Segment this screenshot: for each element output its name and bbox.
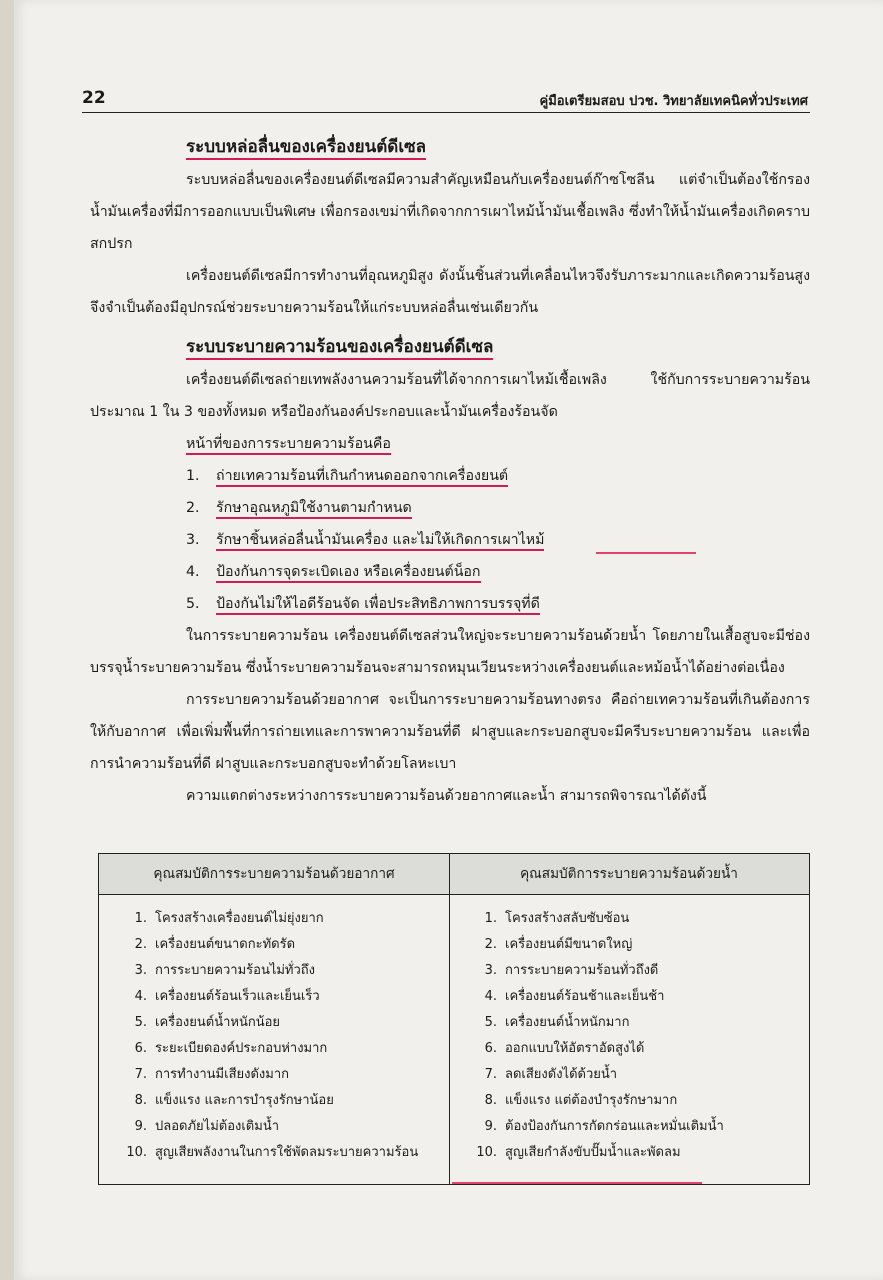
list-item: 5. ป้องกันไม่ให้ไอดีร้อนจัด เพื่อประสิทธิภาพการบรรจุที่ดี <box>186 588 810 620</box>
table-row: 7. การทำงานมีเสียงดังมาก <box>134 1067 289 1082</box>
paragraph: การระบายความร้อนด้วยอากาศ จะเป็นการระบายความร้อนทางตรง คือถ่ายเทความร้อนที่เกินต้องการให้กับอากาศ เพื่อเพิ่มพื้นที่การถ่ายเทและการพาความร้อนที่ดี ฝาสูบและกระบอกสูบจะมีครีบระบายความร้อน และเพื่อการนำความร้อนที่ดี ฝาสูบและกระบอกสูบจะทำด้วยโลหะเบา <box>90 692 810 772</box>
table-row: 6. ออกแบบให้อัตราอัดสูงได้ <box>484 1041 645 1056</box>
table-row: 8. แข็งแรง และการบำรุงรักษาน้อย <box>134 1093 334 1108</box>
paragraph: ในการระบายความร้อน เครื่องยนต์ดีเซลส่วนใหญ่จะระบายความร้อนด้วยน้ำ โดยภายในเสื้อสูบจะมีช่องบรรจุน้ำระบายความร้อน ซึ่งน้ำระบายความร้อนจะสามารถหมุนเวียนระหว่างเครื่องยนต์และหม้อน้ำได้อย่างต่อเนื่อง <box>90 628 810 676</box>
table-row: 9. ต้องป้องกันการกัดกร่อนและหมั่นเติมน้ำ <box>484 1119 724 1134</box>
table-row: 1. โครงสร้างเครื่องยนต์ไม่ยุ่งยาก <box>134 911 324 926</box>
table-header-row <box>99 854 809 895</box>
section-heading-cooling: ระบบระบายความร้อนของเครื่องยนต์ดีเซล <box>186 330 810 364</box>
list-item: 4. ป้องกันการจุดระเบิดเอง หรือเครื่องยนต์น็อก <box>186 556 810 588</box>
comparison-table <box>98 853 810 1185</box>
table-row: 10. สูญเสียกำลังขับปั๊มน้ำและพัดลม <box>476 1145 681 1160</box>
table-row: 2. เครื่องยนต์มีขนาดใหญ่ <box>484 937 633 952</box>
table-row: 3. การระบายความร้อนไม่ทั่วถึง <box>134 963 316 978</box>
list-item: 2. รักษาอุณหภูมิใช้งานตามกำหนด <box>186 492 810 524</box>
water-cooling-column <box>469 906 799 1166</box>
pen-mark <box>452 1182 702 1184</box>
list-item: 3. รักษาชิ้นหล่อลื่นน้ำมันเครื่อง และไม่ให้เกิดการเผาไหม้ <box>186 524 810 556</box>
paragraph: ความแตกต่างระหว่างการระบายความร้อนด้วยอากาศและน้ำ สามารถพิจารณาได้ดังนี้ <box>186 788 707 804</box>
page-body <box>90 130 810 812</box>
table-row: 5. เครื่องยนต์น้ำหนักน้อย <box>134 1015 281 1030</box>
column-divider <box>449 854 450 1184</box>
table-row: 4. เครื่องยนต์ร้อนเร็วและเย็นเร็ว <box>134 989 320 1004</box>
table-header-water: คุณสมบัติการระบายความร้อนด้วยน้ำ <box>520 866 738 882</box>
table-row: 1. โครงสร้างสลับซับซ้อน <box>484 911 630 926</box>
book-binding-edge <box>0 0 14 1280</box>
table-row: 5. เครื่องยนต์น้ำหนักมาก <box>484 1015 630 1030</box>
table-row: 9. ปลอดภัยไม่ต้องเติมน้ำ <box>134 1119 280 1134</box>
table-row: 6. ระยะเบียดองค์ประกอบห่างมาก <box>134 1041 328 1056</box>
table-row: 10. สูญเสียพลังงานในการใช้พัดลมระบายความร้อน <box>126 1145 419 1160</box>
list-item: 1. ถ่ายเทความร้อนที่เกินกำหนดออกจากเครื่องยนต์ <box>186 460 810 492</box>
duties-heading: หน้าที่ของการระบายความร้อนคือ <box>186 428 810 460</box>
duties-list <box>90 460 810 620</box>
header-rule <box>82 112 810 113</box>
running-head: คู่มือเตรียมสอบ ปวช. วิทยาลัยเทคนิคทั่วประเทศ <box>539 94 808 109</box>
section-heading-lubrication: ระบบหล่อลื่นของเครื่องยนต์ดีเซล <box>186 130 810 164</box>
air-cooling-column <box>119 906 444 1166</box>
table-row: 7. ลดเสียงดังได้ด้วยน้ำ <box>484 1067 618 1082</box>
table-row: 3. การระบายความร้อนทั่วถึงดี <box>484 963 659 978</box>
paragraph: ระบบหล่อลื่นของเครื่องยนต์ดีเซลมีความสำคัญเหมือนกับเครื่องยนต์ก๊าซโซลีน แต่จำเป็นต้องใช้กรองน้ำมันเครื่องที่มีการออกแบบเป็นพิเศษ เพื่อกรองเขม่าที่เกิดจากการเผาไหม้น้ำมันเชื้อเพลิง ซึ่งทำให้น้ำมันเครื่องเกิดคราบสกปรก <box>90 172 810 252</box>
table-row: 8. แข็งแรง แต่ต้องบำรุงรักษามาก <box>484 1093 678 1108</box>
paragraph: เครื่องยนต์ดีเซลมีการทำงานที่อุณหภูมิสูง ดังนั้นชิ้นส่วนที่เคลื่อนไหวจึงรับภาระมากและเกิดความร้อนสูง จึงจำเป็นต้องมีอุปกรณ์ช่วยระบายความร้อนให้แก่ระบบหล่อลื่นเช่นเดียวกัน <box>90 268 810 316</box>
book-page <box>14 0 883 1280</box>
paragraph: เครื่องยนต์ดีเซลถ่ายเทพลังงานความร้อนที่ได้จากการเผาไหม้เชื้อเพลิง ใช้กับการระบายความร้อนประมาณ 1 ใน 3 ของทั้งหมด หรือป้องกันองค์ประกอบและน้ำมันเครื่องร้อนจัด <box>90 372 810 420</box>
table-row: 2. เครื่องยนต์ขนาดกะทัดรัด <box>134 937 296 952</box>
page-number: 22 <box>82 88 106 108</box>
table-header-air: คุณสมบัติการระบายความร้อนด้วยอากาศ <box>153 866 395 882</box>
pen-mark <box>596 552 696 554</box>
table-row: 4. เครื่องยนต์ร้อนช้าและเย็นช้า <box>484 989 665 1004</box>
